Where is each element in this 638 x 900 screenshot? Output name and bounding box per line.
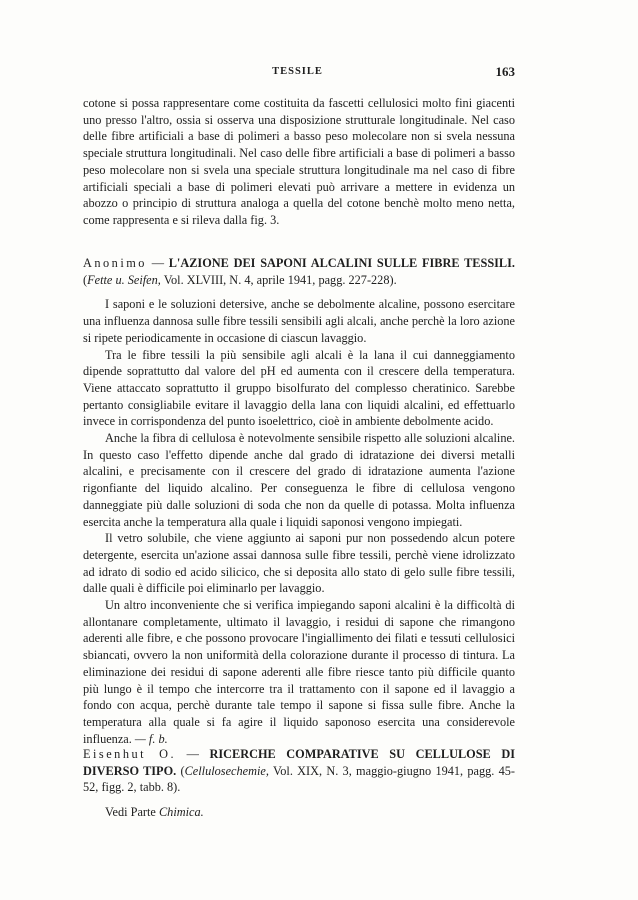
entry-heading xyxy=(83,746,515,796)
entry-paragraph: I saponi e le soluzioni detersive, anche se debolmente alcaline, possono esercitare una influenza dannosa sulle fibre tessili sensibili agli alcali, anche perchè la loro azione si ripete periodicamente in occasione di ciascun lavaggio. xyxy=(83,297,515,345)
section-title: TESSILE xyxy=(272,66,323,77)
continuation-block xyxy=(83,95,515,229)
entry-title: RICERCHE COMPARATIVE SU CELLULOSE DI DIVERSO TIPO. xyxy=(83,747,515,778)
entry-source-open: ( xyxy=(176,763,185,778)
note-italic: Chimica. xyxy=(158,805,204,820)
page-number: 163 xyxy=(495,64,515,79)
running-header xyxy=(80,64,515,82)
entry-dash: — xyxy=(176,747,210,761)
entry-author: Eisenhut O. xyxy=(83,747,177,761)
entry-heading xyxy=(83,255,515,288)
entry-paragraph: Tra le fibre tessili la più sensibile agli alcali è la lana il cui danneggiamento dipende soprattutto dal valore del pH ed aumenta con il crescere della temperatura. Viene attaccato soprattutto il gruppo bisolfurato del complesso cheratinico. Sarebbe pertanto consigliabile evitare il lavaggio della lana con liquidi alcalini, ed effettuarlo invece in corrispondenza del punto isoelettrico, cioè in ambiente debolmente acido. xyxy=(83,347,515,429)
entry-paragraph xyxy=(83,597,515,747)
cross-reference-note xyxy=(83,804,515,821)
entry-citation: Vol. XLVIII, N. 4, aprile 1941, pagg. 227-228). xyxy=(160,272,397,287)
entry-journal: Fette u. Seifen, xyxy=(87,272,161,287)
continuation-paragraph: cotone si possa rappresentare come costituita da fascetti cellulosici molto fini giacenti uno presso l'altro, ossia si osserva una disposizione strutturale longitudinale. Nel caso delle fibre artificiali a base di polimeri a basso peso molecolare non si svela nessuna speciale struttura longitudinali. Nel caso delle fibre artificiali a base di polimeri a basso peso molecolare non si svela una speciale struttura longitudinale ma nel caso di fibre artificiali speciali a base di polimeri elevati può arrivare a mettere in evidenza un abozzo o principio di struttura analoga a quella del cotone benchè molto meno netta, come rappresenta e si rileva dalla fig. 3. xyxy=(83,96,515,227)
entry-dash: — xyxy=(146,256,169,270)
entry-citation: Vol. XIX, N. 3, maggio-giugno 1941, pagg. 45-52, figg. 2, tabb. 8). xyxy=(83,763,515,795)
note-prefix: Vedi Parte xyxy=(105,805,159,820)
entry-paragraph: Il vetro solubile, che viene aggiunto ai saponi pur non possedendo alcun potere detergente, esercita un'azione assai dannosa sulle fibre tessili, perchè viene idrolizzato ad idrato di sodio ed acido silicico, che si deposita allo stato di gelo sulle fibre tessili, dalle quali è difficile poi eliminarlo per lavaggio. xyxy=(83,531,515,596)
entry-journal: Cellulosechemie, xyxy=(184,763,269,778)
entry-source-open: ( xyxy=(83,272,88,287)
abstract-entry-1 xyxy=(83,255,515,747)
entry-signature: — f. b. xyxy=(134,731,168,746)
entry-paragraph: Anche la fibra di cellulosa è notevolmente sensibile rispetto alle soluzioni alcaline. In questo caso l'effetto dipende anche dal grado di idratazione dei diversi metalli alcalini, e precisamente con il crescere del grado di idratazione aumenta l'azione rigonfiante del liquido alcalino. Per conseguenza le fibre di cellulosa vengono danneggiate più dalle soluzioni di soda che non da quelle di potassa. Molta influenza esercita anche la temperatura alla quale i liquidi saponosi vengono impiegati. xyxy=(83,431,515,529)
entry-author: Anonimo xyxy=(83,256,147,270)
entry-paragraph-text: Un altro inconveniente che si verifica impiegando saponi alcalini è la difficoltà di allontanare completamente, ultimato il lavaggio, i residui di sapone che rimangono aderenti alle fibre, e che possono provocare l'ingiallimento dei filati e tessuti cellulosici sbiancati, ovvero la non uniformità della colorazione durante il processo di tintura. La eliminazione dei residui di sapone aderenti alle fibre riesce tanto più difficile quanto più lungo è il tempo che intercorre tra il trattamento con il sapone ed il lavaggio a fondo con acqua, perchè durante tale tempo il sapone si fissa sulle fibre. Anche la temperatura alla quale si fa agire il liquido saponoso esercita una considerevole influenza. xyxy=(83,598,515,746)
entry-title: L'AZIONE DEI SAPONI ALCALINI SULLE FIBRE TESSILI. xyxy=(168,256,515,270)
abstract-entry-2 xyxy=(83,746,515,821)
